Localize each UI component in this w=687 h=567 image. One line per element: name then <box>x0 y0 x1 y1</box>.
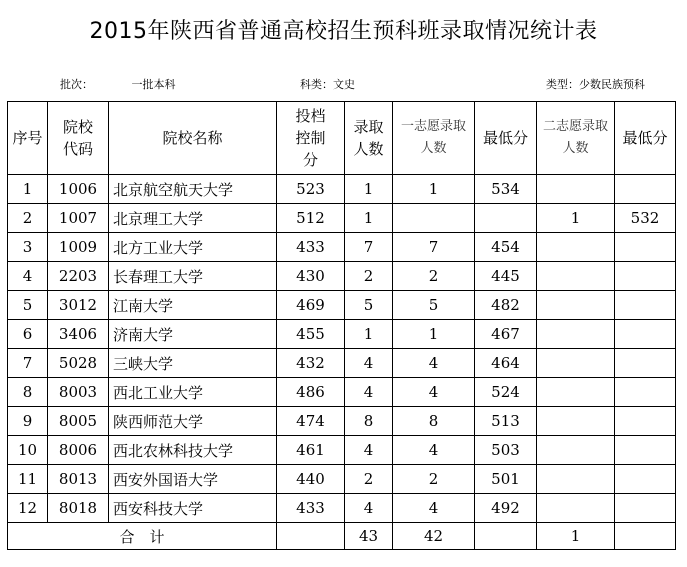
header-admitted: 录取人数 <box>345 102 393 175</box>
cell-second-wish <box>537 262 615 291</box>
header-control: 投档控制分 <box>277 102 345 175</box>
cell-name: 西安科技大学 <box>109 494 277 523</box>
cell-first-wish: 2 <box>393 465 475 494</box>
cell-control: 455 <box>277 320 345 349</box>
total-label: 合 计 <box>8 523 277 550</box>
cell-admitted: 5 <box>345 291 393 320</box>
cell-code: 3406 <box>48 320 109 349</box>
total-second-min <box>615 523 676 550</box>
cell-second-min <box>615 262 676 291</box>
cell-first-min: 501 <box>475 465 537 494</box>
cell-first-wish: 1 <box>393 320 475 349</box>
cell-seq: 3 <box>8 233 48 262</box>
cell-code: 5028 <box>48 349 109 378</box>
cell-code: 8005 <box>48 407 109 436</box>
cell-first-min: 482 <box>475 291 537 320</box>
cell-first-min: 467 <box>475 320 537 349</box>
cell-first-min: 503 <box>475 436 537 465</box>
cell-second-wish <box>537 291 615 320</box>
cell-first-min: 492 <box>475 494 537 523</box>
cell-name: 三峡大学 <box>109 349 277 378</box>
cell-first-wish: 4 <box>393 436 475 465</box>
total-row <box>8 523 676 550</box>
cell-admitted: 1 <box>345 204 393 233</box>
total-admitted: 43 <box>345 523 393 550</box>
cell-admitted: 7 <box>345 233 393 262</box>
category-label: 科类：文史 <box>300 78 355 91</box>
table-row <box>8 494 676 523</box>
cell-second-wish <box>537 233 615 262</box>
header-row <box>8 102 676 175</box>
cell-second-wish <box>537 465 615 494</box>
total-first-min <box>475 523 537 550</box>
type-label: 类型：少数民族预科 <box>546 78 645 91</box>
cell-first-min: 524 <box>475 378 537 407</box>
table-row <box>8 320 676 349</box>
cell-control: 474 <box>277 407 345 436</box>
cell-admitted: 4 <box>345 349 393 378</box>
cell-second-wish <box>537 320 615 349</box>
cell-name: 西北工业大学 <box>109 378 277 407</box>
cell-control: 461 <box>277 436 345 465</box>
table-row <box>8 407 676 436</box>
cell-admitted: 1 <box>345 175 393 204</box>
cell-first-wish: 4 <box>393 349 475 378</box>
cell-control: 433 <box>277 494 345 523</box>
cell-second-wish <box>537 436 615 465</box>
page-title: 2015年陕西省普通高校招生预科班录取情况统计表 <box>89 19 598 44</box>
cell-seq: 1 <box>8 175 48 204</box>
cell-name: 陕西师范大学 <box>109 407 277 436</box>
batch-label: 批次： 一批本科 <box>60 78 176 91</box>
cell-first-wish: 4 <box>393 494 475 523</box>
cell-code: 8018 <box>48 494 109 523</box>
cell-code: 2203 <box>48 262 109 291</box>
cell-code: 8003 <box>48 378 109 407</box>
cell-admitted: 8 <box>345 407 393 436</box>
cell-first-wish: 5 <box>393 291 475 320</box>
cell-second-min <box>615 320 676 349</box>
header-first-wish: 一志愿录取人数 <box>393 102 475 175</box>
header-code: 院校代码 <box>48 102 109 175</box>
table-row <box>8 349 676 378</box>
table-row <box>8 204 676 233</box>
cell-seq: 2 <box>8 204 48 233</box>
cell-second-min <box>615 175 676 204</box>
cell-first-min: 513 <box>475 407 537 436</box>
cell-second-min <box>615 349 676 378</box>
table-row <box>8 436 676 465</box>
cell-seq: 4 <box>8 262 48 291</box>
total-second: 1 <box>537 523 615 550</box>
cell-second-min <box>615 465 676 494</box>
cell-admitted: 2 <box>345 465 393 494</box>
cell-control: 486 <box>277 378 345 407</box>
cell-code: 1009 <box>48 233 109 262</box>
cell-second-min <box>615 407 676 436</box>
cell-admitted: 4 <box>345 494 393 523</box>
cell-first-wish: 7 <box>393 233 475 262</box>
cell-second-wish <box>537 494 615 523</box>
cell-seq: 6 <box>8 320 48 349</box>
cell-name: 西北农林科技大学 <box>109 436 277 465</box>
admission-table <box>7 101 676 550</box>
table-row <box>8 378 676 407</box>
table-row <box>8 291 676 320</box>
header-second-min: 最低分 <box>615 102 676 175</box>
total-first: 42 <box>393 523 475 550</box>
cell-code: 8013 <box>48 465 109 494</box>
cell-first-min: 445 <box>475 262 537 291</box>
cell-first-wish <box>393 204 475 233</box>
cell-name: 北京航空航天大学 <box>109 175 277 204</box>
cell-first-min: 534 <box>475 175 537 204</box>
cell-code: 8006 <box>48 436 109 465</box>
cell-seq: 7 <box>8 349 48 378</box>
cell-second-min <box>615 494 676 523</box>
cell-second-wish <box>537 407 615 436</box>
header-first-min: 最低分 <box>475 102 537 175</box>
cell-second-min: 532 <box>615 204 676 233</box>
cell-control: 512 <box>277 204 345 233</box>
header-name: 院校名称 <box>109 102 277 175</box>
total-control <box>277 523 345 550</box>
cell-admitted: 4 <box>345 436 393 465</box>
cell-second-wish: 1 <box>537 204 615 233</box>
cell-control: 440 <box>277 465 345 494</box>
cell-first-wish: 2 <box>393 262 475 291</box>
cell-admitted: 1 <box>345 320 393 349</box>
cell-second-wish <box>537 175 615 204</box>
cell-seq: 11 <box>8 465 48 494</box>
cell-seq: 9 <box>8 407 48 436</box>
cell-name: 北方工业大学 <box>109 233 277 262</box>
cell-admitted: 4 <box>345 378 393 407</box>
cell-code: 1006 <box>48 175 109 204</box>
cell-control: 433 <box>277 233 345 262</box>
cell-second-min <box>615 436 676 465</box>
cell-first-min <box>475 204 537 233</box>
cell-seq: 8 <box>8 378 48 407</box>
cell-second-wish <box>537 349 615 378</box>
cell-control: 430 <box>277 262 345 291</box>
cell-seq: 12 <box>8 494 48 523</box>
cell-first-min: 464 <box>475 349 537 378</box>
cell-second-wish <box>537 378 615 407</box>
header-second-wish: 二志愿录取人数 <box>537 102 615 175</box>
cell-name: 北京理工大学 <box>109 204 277 233</box>
cell-code: 1007 <box>48 204 109 233</box>
table-row <box>8 262 676 291</box>
cell-name: 西安外国语大学 <box>109 465 277 494</box>
cell-first-wish: 1 <box>393 175 475 204</box>
cell-admitted: 2 <box>345 262 393 291</box>
cell-first-wish: 4 <box>393 378 475 407</box>
header-seq: 序号 <box>8 102 48 175</box>
cell-second-min <box>615 233 676 262</box>
cell-first-wish: 8 <box>393 407 475 436</box>
cell-code: 3012 <box>48 291 109 320</box>
cell-seq: 10 <box>8 436 48 465</box>
cell-first-min: 454 <box>475 233 537 262</box>
cell-control: 523 <box>277 175 345 204</box>
cell-control: 432 <box>277 349 345 378</box>
cell-second-min <box>615 378 676 407</box>
cell-control: 469 <box>277 291 345 320</box>
cell-name: 江南大学 <box>109 291 277 320</box>
table-row <box>8 465 676 494</box>
cell-second-min <box>615 291 676 320</box>
table-row <box>8 175 676 204</box>
cell-name: 济南大学 <box>109 320 277 349</box>
cell-seq: 5 <box>8 291 48 320</box>
table-row <box>8 233 676 262</box>
cell-name: 长春理工大学 <box>109 262 277 291</box>
